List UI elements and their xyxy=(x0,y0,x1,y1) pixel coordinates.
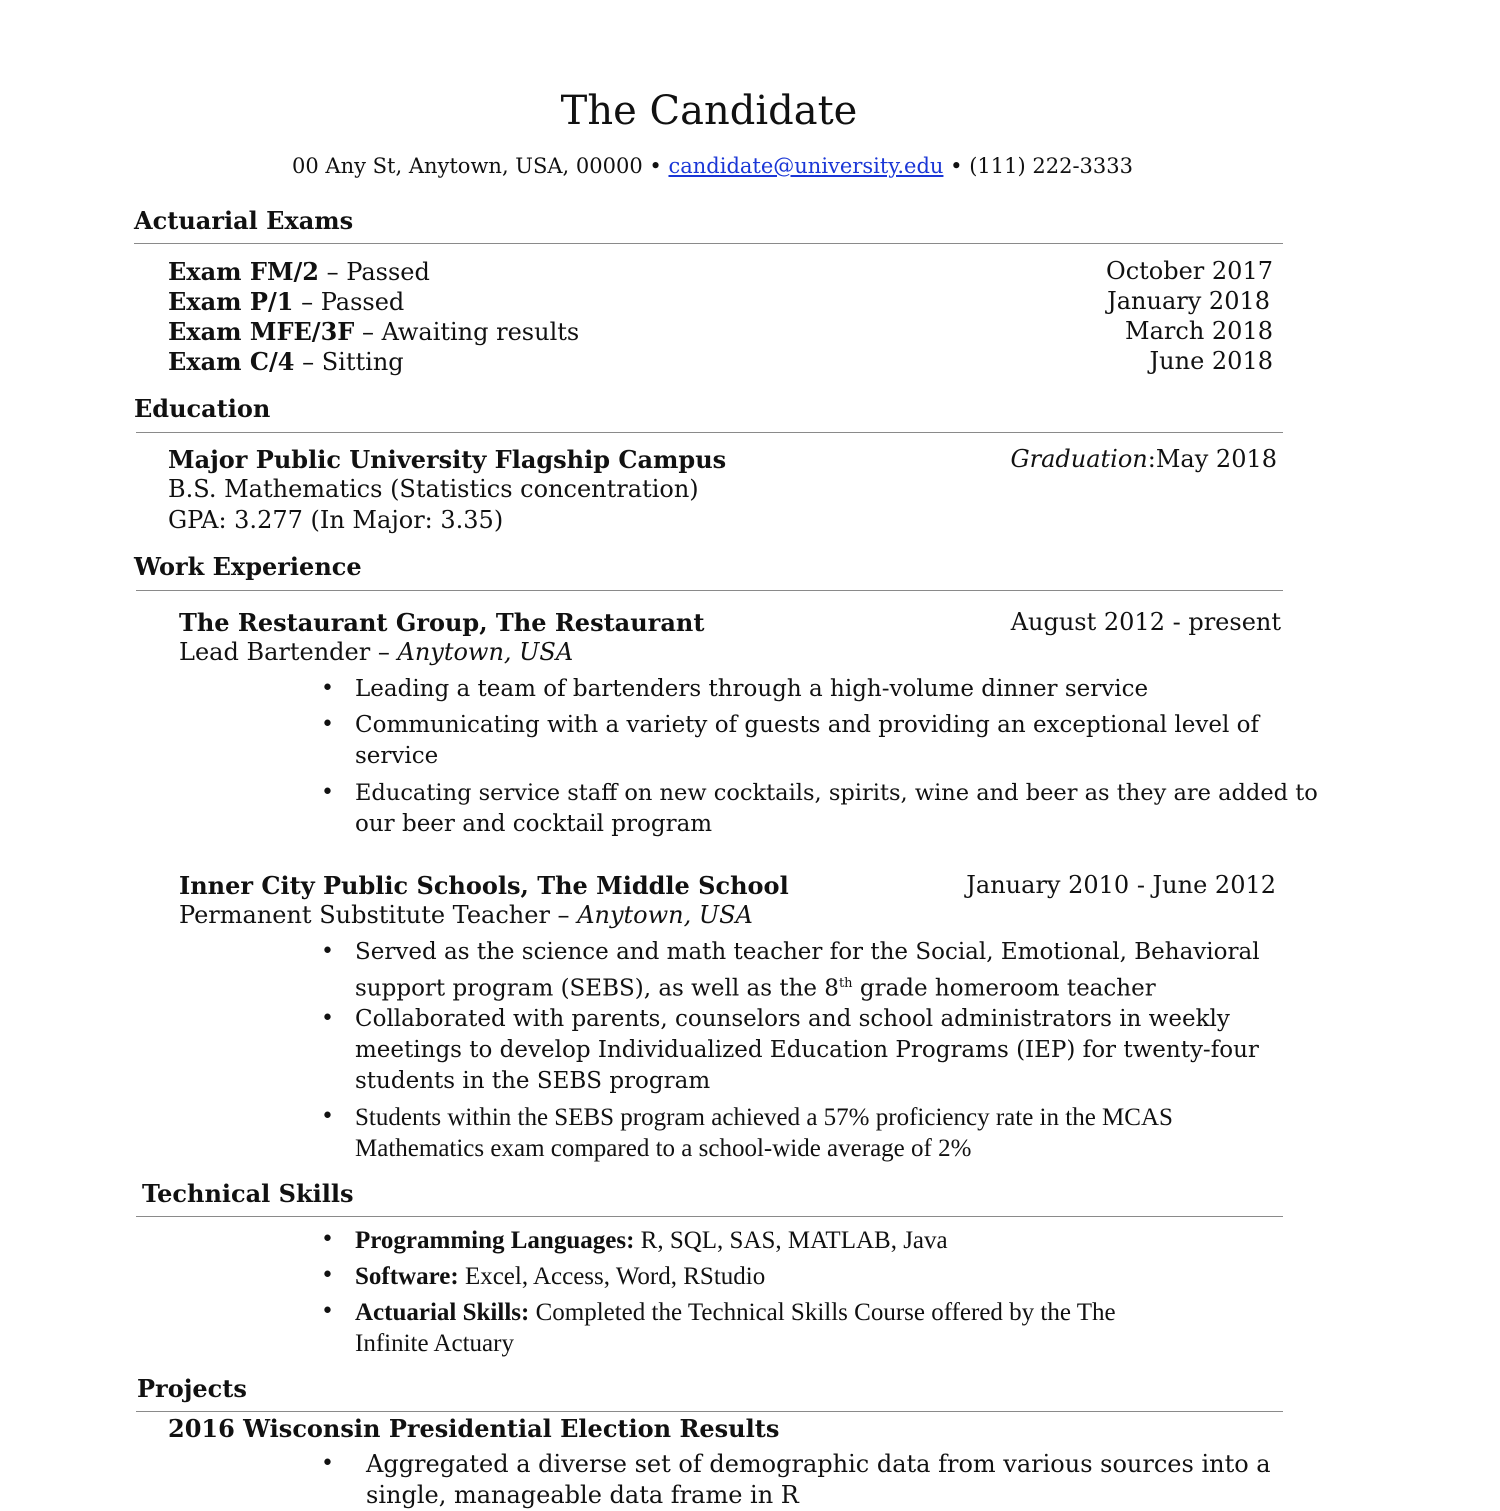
bullet-dot: • xyxy=(321,1263,334,1288)
exam-status: – Passed xyxy=(301,288,405,316)
bullet-dot: • xyxy=(321,1104,334,1129)
employer-name: The Restaurant Group, The Restaurant xyxy=(179,608,705,637)
skill-value: Completed the Technical Skills Course offered by the The xyxy=(529,1299,1116,1326)
job-title-line xyxy=(179,638,573,666)
bullet-text: Collaborated with parents, counselors and school administrators in weekly xyxy=(355,1006,1230,1032)
job-location: Anytown, USA xyxy=(397,638,574,666)
bullet-text: support program (SEBS), as well as the 8 xyxy=(355,975,839,1002)
section-rule xyxy=(136,590,1283,591)
bullet-dot: • xyxy=(321,1227,334,1252)
degree: B.S. Mathematics (Statistics concentration) xyxy=(168,475,699,503)
skill-line xyxy=(355,1261,765,1292)
job-dates: January 2010 - June 2012 xyxy=(966,871,1276,899)
exam-row xyxy=(168,257,430,286)
bullet-dot: • xyxy=(321,1451,334,1476)
job-title-line xyxy=(179,901,753,929)
exam-status: – Passed xyxy=(326,258,430,286)
section-rule xyxy=(134,243,1283,244)
section-rule xyxy=(136,1216,1283,1217)
bullet-dot: • xyxy=(321,939,334,964)
bullet-text: students in the SEBS program xyxy=(355,1068,711,1094)
school-name: Major Public University Flagship Campus xyxy=(168,445,727,474)
bullet-text: our beer and cocktail program xyxy=(355,811,713,837)
section-heading-work: Work Experience xyxy=(134,552,362,581)
bullet-text: Served as the science and math teacher for the Social, Emotional, Behavioral xyxy=(355,939,1260,965)
bullet-dot: • xyxy=(321,1299,334,1324)
graduation xyxy=(1010,445,1277,473)
job-location: Anytown, USA xyxy=(577,901,753,929)
bullet-text: grade homeroom teacher xyxy=(859,975,1156,1002)
bullet-text: Aggregated a diverse set of demographic data from various sources into a xyxy=(366,1450,1271,1478)
bullet-text: Mathematics exam compared to a school-wide average of 2% xyxy=(355,1135,972,1162)
bullet-text: service xyxy=(355,743,439,769)
bullet-text: Communicating with a variety of guests and providing an exceptional level of xyxy=(355,712,1259,738)
bullet-dot: • xyxy=(321,1006,334,1031)
bullet-text: meetings to develop Individualized Education Programs (IEP) for twenty-four xyxy=(355,1037,1259,1063)
bullet-text: Educating service staff on new cocktails, spirits, wine and beer as they are added to xyxy=(355,780,1318,806)
skill-line xyxy=(355,1225,948,1256)
candidate-name: The Candidate xyxy=(560,88,858,134)
bullet-dot: • xyxy=(321,676,334,701)
project-title: 2016 Wisconsin Presidential Election Results xyxy=(168,1414,780,1443)
exam-date: January 2018 xyxy=(1107,287,1270,315)
contact-line xyxy=(0,154,1425,178)
exam-name: Exam FM/2 xyxy=(168,257,319,286)
email-link[interactable]: candidate@university.edu xyxy=(668,154,944,178)
bullet-dot: • xyxy=(321,712,334,737)
job-title: Lead Bartender – xyxy=(179,638,390,666)
skill-continuation: Infinite Actuary xyxy=(355,1330,514,1357)
exam-date: March 2018 xyxy=(1125,317,1273,345)
exam-date: June 2018 xyxy=(1149,347,1273,375)
exam-status: – Sitting xyxy=(302,348,404,376)
address: 00 Any St, Anytown, USA, 00000 xyxy=(292,154,643,178)
exam-name: Exam MFE/3F xyxy=(168,317,355,346)
bullet-text: Leading a team of bartenders through a high-volume dinner service xyxy=(355,676,1149,702)
section-heading-projects: Projects xyxy=(137,1374,247,1403)
graduation-label: Graduation xyxy=(1010,445,1148,473)
exam-row xyxy=(168,317,579,346)
graduation-date: :May 2018 xyxy=(1147,445,1277,473)
section-rule xyxy=(136,1411,1283,1412)
section-rule xyxy=(136,432,1283,433)
ordinal-suffix: th xyxy=(838,976,853,991)
exam-date: October 2017 xyxy=(1106,257,1273,285)
exam-name: Exam C/4 xyxy=(168,347,295,376)
employer-name: Inner City Public Schools, The Middle School xyxy=(179,871,789,900)
section-heading-education: Education xyxy=(134,394,271,423)
exam-row xyxy=(168,347,404,376)
phone: (111) 222-3333 xyxy=(969,154,1133,178)
separator: • xyxy=(649,154,662,178)
exam-row xyxy=(168,287,404,316)
section-heading-skills: Technical Skills xyxy=(142,1179,354,1208)
bullet-text-with-sup xyxy=(355,968,1156,1005)
separator: • xyxy=(950,154,963,178)
exam-status: – Awaiting results xyxy=(361,318,580,346)
section-heading-exams: Actuarial Exams xyxy=(134,206,354,235)
gpa: GPA: 3.277 (In Major: 3.35) xyxy=(168,506,504,534)
bullet-text: Students within the SEBS program achieved a 57% proficiency rate in the MCAS xyxy=(355,1104,1173,1131)
job-title: Permanent Substitute Teacher – xyxy=(179,901,570,929)
skill-line xyxy=(355,1297,1116,1328)
job-dates: August 2012 - present xyxy=(1010,608,1281,636)
skill-label: Software: xyxy=(355,1263,459,1290)
exam-name: Exam P/1 xyxy=(168,287,294,316)
bullet-text: single, manageable data frame in R xyxy=(366,1481,799,1509)
skill-label: Actuarial Skills: xyxy=(355,1299,530,1326)
skill-label: Programming Languages: xyxy=(355,1227,635,1254)
skill-value: R, SQL, SAS, MATLAB, Java xyxy=(634,1227,948,1254)
skill-value: Excel, Access, Word, RStudio xyxy=(458,1263,766,1290)
bullet-dot: • xyxy=(321,780,334,805)
